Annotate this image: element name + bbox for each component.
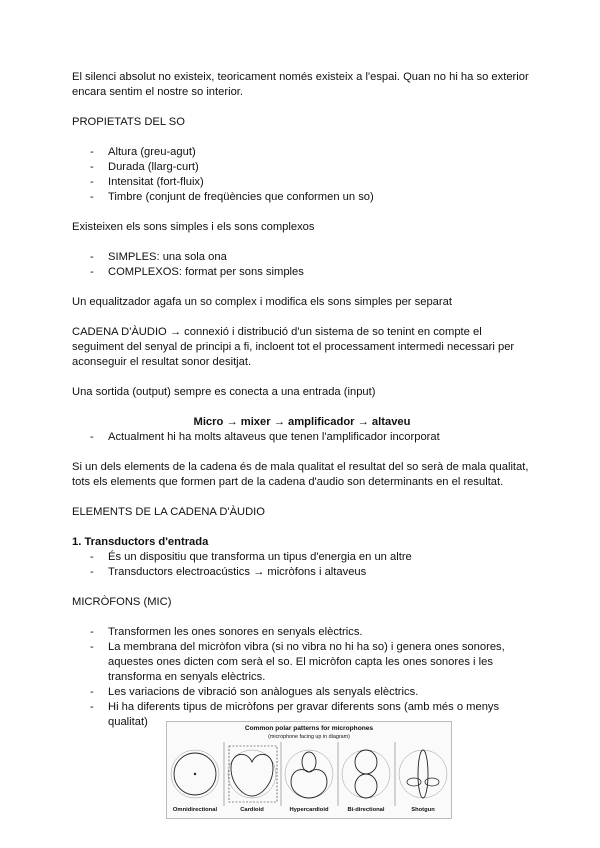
list-item: - COMPLEXOS: format per sons simples xyxy=(72,265,532,280)
intro-paragraph: El silenci absolut no existeix, teoricament només existeix a l'espai. Quan no hi ha so exterior encara sentim el nostre so interior. xyxy=(72,71,529,98)
propietats-heading: PROPIETATS DEL SO xyxy=(72,116,185,128)
list-item: - Transductors electroacústics → micròfons i altaveus xyxy=(72,565,532,580)
figure-subtitle: (microphone facing up in diagram) xyxy=(268,734,350,740)
chain-list xyxy=(72,430,532,445)
microfons-heading: MICRÒFONS (MIC) xyxy=(72,596,172,608)
omnidirectional-pattern-icon xyxy=(171,750,219,798)
label-hypercardioid: Hypercardioid xyxy=(289,807,329,813)
polar-patterns-diagram xyxy=(167,742,451,806)
list-item: - Durada (llarg-curt) xyxy=(72,160,532,175)
list-item: - La membrana del micròfon vibra (si no vibra no hi ha so) i genera ones sonores, aquestes ones dicten com serà el so. El micròfon capta les ones sonores i les transforma en senyals elèctrics. xyxy=(72,640,532,685)
bidirectional-pattern-icon xyxy=(342,750,390,798)
document-page xyxy=(72,70,532,730)
sons-paragraph: Existeixen els sons simples i els sons complexos xyxy=(72,221,315,233)
sons-list xyxy=(72,250,532,280)
polar-patterns-figure xyxy=(166,721,452,819)
transductors-list xyxy=(72,550,532,580)
label-bidirectional: Bi-directional xyxy=(347,807,385,813)
chain-formula: Micro → mixer → amplificador → altaveu xyxy=(193,416,411,428)
propietats-list xyxy=(72,145,532,205)
list-item: - És un dispositiu que transforma un tipus d'energia en un altre xyxy=(72,550,532,565)
list-item: - Altura (greu-agut) xyxy=(72,145,532,160)
label-omnidirectional: Omnidirectional xyxy=(172,807,218,813)
figure-title: Common polar patterns for microphones xyxy=(244,725,374,732)
hypercardioid-pattern-icon xyxy=(285,750,333,798)
elements-heading: ELEMENTS DE LA CADENA D'ÀUDIO xyxy=(72,506,265,518)
label-shotgun: Shotgun xyxy=(411,807,435,813)
list-item: - SIMPLES: una sola ona xyxy=(72,250,532,265)
qualitat-paragraph: Si un dels elements de la cadena és de mala qualitat el resultat del so serà de mala qualitat, tots els elements que formen part de la cadena d'audio son determinants en el resultat. xyxy=(72,461,529,488)
transductors-heading: 1. Transductors d'entrada xyxy=(72,536,209,548)
microfons-list xyxy=(72,625,532,730)
list-item: - Transformen les ones sonores en senyals elèctrics. xyxy=(72,625,532,640)
list-item: - Timbre (conjunt de freqüències que conformen un so) xyxy=(72,190,532,205)
sortida-paragraph: Una sortida (output) sempre es conecta a una entrada (input) xyxy=(72,386,376,398)
cadena-paragraph: CADENA D'ÀUDIO → connexió i distribució d'un sistema de so tenint en compte el seguiment del senyal de principi a fi, incloent tot el processament intermedi necessari per aconseguir el resultat sonor desitjat. xyxy=(72,326,515,368)
list-item: - Actualment hi ha molts altaveus que tenen l'amplificador incorporat xyxy=(72,430,532,445)
label-cardioid: Cardioid xyxy=(240,807,264,813)
list-item: - Intensitat (fort-fluix) xyxy=(72,175,532,190)
cardioid-pattern-icon xyxy=(228,746,277,802)
list-item: - Les variacions de vibració son anàlogues als senyals elèctrics. xyxy=(72,685,532,700)
shotgun-pattern-icon xyxy=(399,750,447,798)
list-item: - Hi ha diferents tipus de micròfons per gravar diferents sons (amb més o menys qualitat) xyxy=(72,700,532,730)
equalitzador-paragraph: Un equalitzador agafa un so complex i modifica els sons simples per separat xyxy=(72,296,452,308)
